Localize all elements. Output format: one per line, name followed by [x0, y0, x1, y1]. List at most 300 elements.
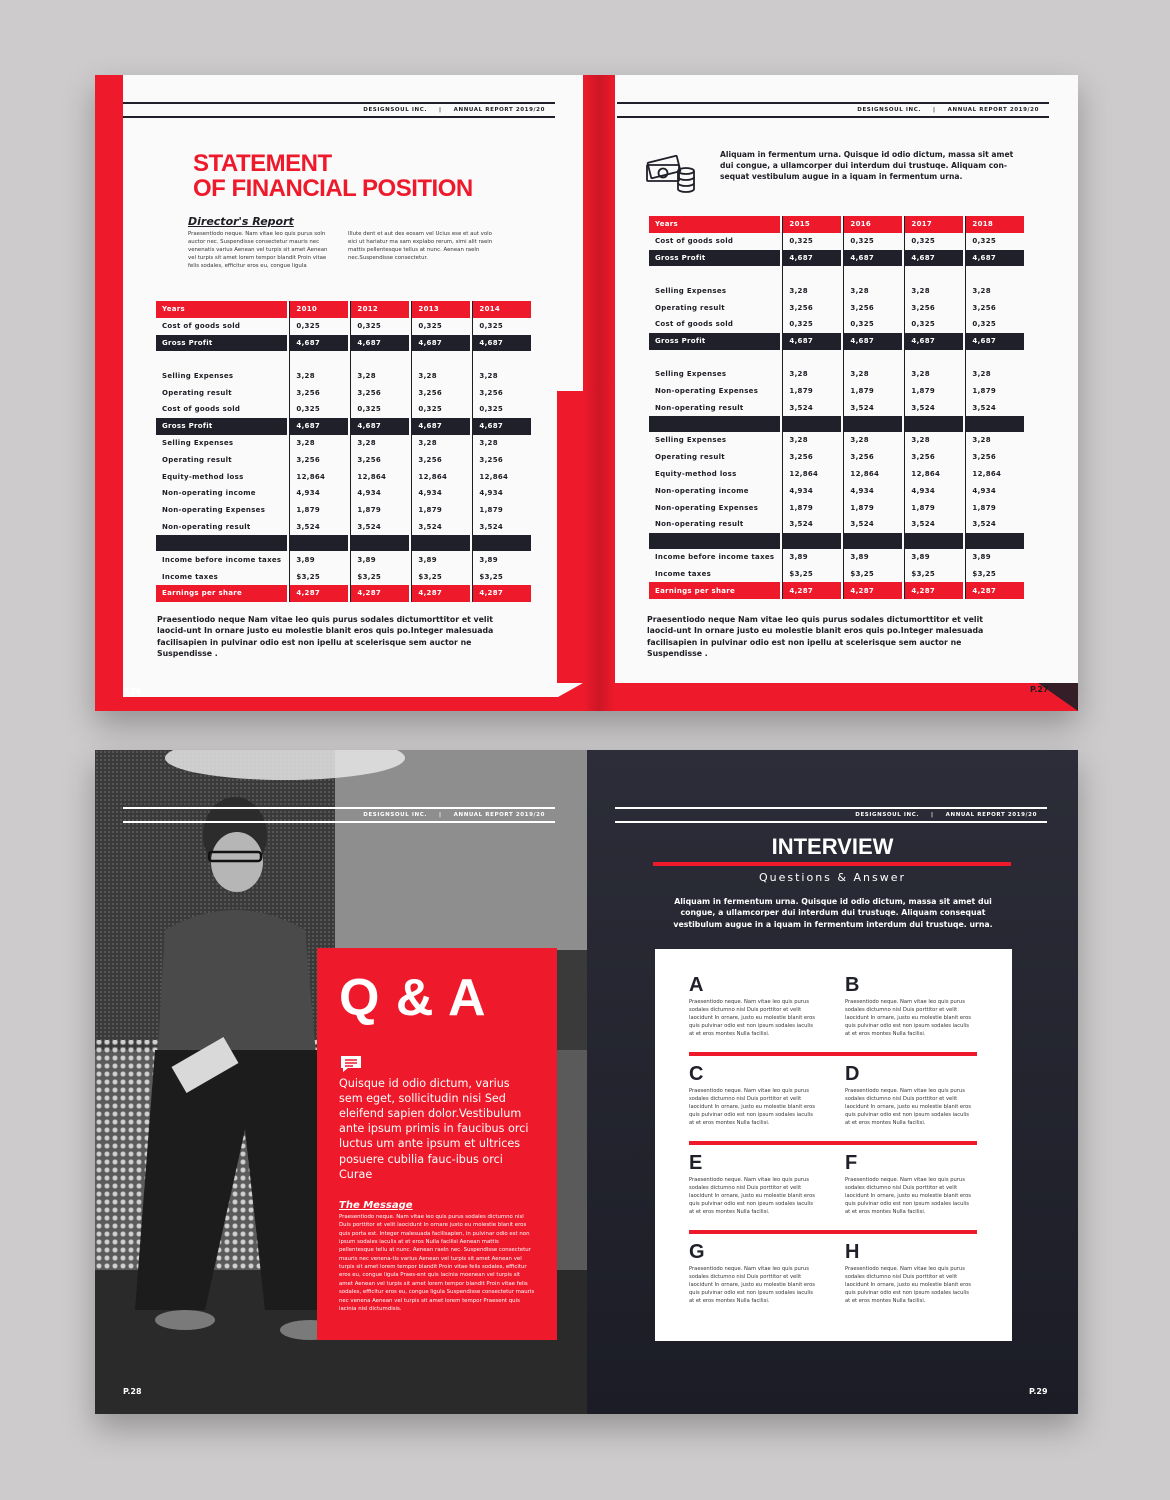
table-cell: 3,256: [904, 299, 963, 316]
table-cell: 3,28: [904, 282, 963, 299]
table-cell: 3,89: [965, 549, 1024, 566]
table-cell: 4,687: [904, 250, 963, 267]
table-cell: 3,28: [411, 367, 470, 384]
table-total-row: [649, 333, 1024, 350]
table-cell: 12,864: [843, 466, 902, 483]
table-row-label: Selling Expenses: [655, 369, 727, 378]
table-row-label: Income before income taxes: [655, 553, 775, 562]
spread-financial: [95, 75, 1078, 711]
table-cell: [965, 533, 1024, 549]
table-cell: [289, 535, 348, 551]
table-row: [649, 466, 1024, 483]
page-title: [193, 151, 473, 201]
table-row: [649, 233, 1024, 250]
answer-letter: D: [845, 1063, 860, 1085]
table-row: [156, 401, 531, 418]
table-total-row: [156, 335, 531, 352]
table-cell: 0,325: [411, 318, 470, 335]
answer-a: [689, 975, 819, 1038]
table-cell: 3,28: [843, 282, 902, 299]
table-row-label: [649, 533, 780, 549]
answer-letter: G: [689, 1241, 705, 1263]
page-title-line1: STATEMENT: [193, 150, 332, 177]
table-cell: 0,325: [904, 233, 963, 250]
page-27: [585, 75, 1078, 711]
table-cell: 3,28: [843, 366, 902, 383]
table-cell: 2010: [289, 301, 348, 318]
table-row-label: Gross Profit: [649, 250, 780, 267]
table-cell: 3,28: [350, 367, 409, 384]
table-cell: $3,25: [350, 568, 409, 585]
table-cell: 3,256: [782, 449, 841, 466]
table-row-label: Cost of goods sold: [655, 237, 734, 246]
table-cell: 3,524: [411, 519, 470, 536]
table-row: [156, 568, 531, 585]
financial-table-2015-2018: [647, 216, 1026, 599]
table-cell: 3,28: [843, 432, 902, 449]
table-cell: 3,256: [843, 299, 902, 316]
table-cell: 2016: [843, 216, 902, 233]
table-cell: [904, 266, 963, 282]
table-cell: $3,25: [843, 566, 902, 583]
table-cell: 1,879: [904, 499, 963, 516]
table-cell: [904, 533, 963, 549]
table-cell: 12,864: [411, 468, 470, 485]
answers-card: [655, 949, 1012, 1341]
table-cell: 1,879: [965, 382, 1024, 399]
answer-letter: H: [845, 1241, 860, 1263]
table-row-label: Operating result: [655, 453, 725, 462]
table-cell: 3,89: [904, 549, 963, 566]
answer-letter: B: [845, 974, 860, 996]
table-cell: $3,25: [411, 568, 470, 585]
directors-col2: Illute dent et aut des eosam vel Ucius ese et aut volo eici ut hariatur ma sam explabo rerum, simi alit raein mattis pellentesque tellus at nunc. Aenean raeln nec.Suspendisse consectetur.: [348, 231, 493, 262]
table-row: [649, 282, 1024, 299]
table-row-label: Gross Profit: [156, 418, 287, 435]
table-cell: 4,687: [411, 335, 470, 352]
table-total-row: [649, 250, 1024, 267]
financial-table-2010-2014: [154, 301, 533, 602]
qa-title: Q & A: [339, 969, 487, 1027]
table-row: [156, 502, 531, 519]
running-header: [123, 102, 555, 118]
table-cell: 3,89: [289, 551, 348, 568]
table-cell: [350, 535, 409, 551]
table-cell: 4,287: [904, 582, 963, 599]
table-cell: [289, 351, 348, 367]
table-cell: 4,287: [965, 582, 1024, 599]
table-cell: 0,325: [782, 233, 841, 250]
table-cell: 0,325: [472, 318, 531, 335]
table-cell: 0,325: [350, 401, 409, 418]
table-cell: 2015: [782, 216, 841, 233]
table-row: [649, 566, 1024, 583]
table-cell: 4,687: [843, 250, 902, 267]
table-cell: [782, 416, 841, 432]
page-28: [95, 750, 587, 1414]
header-report: ANNUAL REPORT 2019/20: [945, 812, 1037, 818]
table-row-label: Non-operating Expenses: [655, 386, 759, 395]
table-cell: 4,687: [472, 418, 531, 435]
table-row-label: Non-operating Expenses: [162, 506, 266, 515]
table-row-label: Cost of goods sold: [655, 320, 734, 329]
table-cell: 12,864: [350, 468, 409, 485]
table-cell: 0,325: [904, 316, 963, 333]
table-row-label: Income taxes: [162, 572, 219, 581]
table-cell: [411, 351, 470, 367]
table-cell: 3,89: [472, 551, 531, 568]
table-cell: 3,524: [843, 399, 902, 416]
table-row: [649, 382, 1024, 399]
table-cell: 4,287: [289, 585, 348, 602]
table-row-label: Selling Expenses: [655, 286, 727, 295]
header-company: DESIGNSOUL INC.: [855, 812, 920, 818]
table-cell: [350, 351, 409, 367]
table-cell: 4,687: [965, 250, 1024, 267]
answer-text: Praesentiodo neque. Nam vitae leo quis purus sodales dictumno nisl Duis porttitor et velit laocidunt In ornare, justo eu molestie blanit eros quis pulvinar odio est non ipsum sodales iaculis at et eros montes Nulla facilisi.: [689, 1088, 816, 1127]
table-cell: 4,687: [782, 250, 841, 267]
table-cell: 3,89: [350, 551, 409, 568]
table-cell: [782, 266, 841, 282]
table-row-label: Non-operating income: [162, 489, 256, 498]
table-cell: 3,256: [472, 384, 531, 401]
message-heading: The Message: [339, 1199, 413, 1211]
table-cell: $3,25: [289, 568, 348, 585]
table-row-label: Earnings per share: [156, 585, 287, 602]
header-separator: |: [439, 107, 442, 113]
table-cell: 4,934: [350, 485, 409, 502]
table-row: [156, 485, 531, 502]
page-number: P.29: [1029, 1387, 1048, 1396]
intro-paragraph: Aliquam in fermentum urna. Quisque id odio dictum, massa sit amet dui congue, a ullamcorper dui interdum dui trustuqe. Aliquam con-sequat vestibulum augue in a iquam in fermentum urna.: [720, 150, 1014, 181]
table-row-label: Selling Expenses: [162, 438, 234, 447]
table-cell: [965, 416, 1024, 432]
table-cell: 1,879: [411, 502, 470, 519]
table-row-label: Non-operating result: [655, 520, 744, 529]
table-row: [649, 416, 1024, 432]
table-cell: 3,28: [904, 366, 963, 383]
table-row: [156, 468, 531, 485]
table-cell: [904, 350, 963, 366]
table-cell: [965, 266, 1024, 282]
table-cell: 2012: [350, 301, 409, 318]
table-row: [156, 351, 531, 367]
table-cell: 3,256: [472, 451, 531, 468]
table-row-label: Gross Profit: [649, 333, 780, 350]
table-row: [649, 516, 1024, 533]
table-cell: 3,28: [289, 435, 348, 452]
table-cell: [843, 266, 902, 282]
table-row-label: Gross Profit: [156, 335, 287, 352]
table-row: [649, 482, 1024, 499]
table-row: [649, 299, 1024, 316]
directors-col1: Praesentiodo neque. Nam vitae leo quis purus soln auctor nec. Suspendisse consectetur mauris nec venenatis varius Aenean vel turpis sit amet Aenean vel turpis sit amet lorem tempor blandit Proin vitae felis sodales, efficitur eros eu, congue ligula: [188, 231, 328, 270]
answer-h: [845, 1242, 975, 1305]
table-cell: 0,325: [782, 316, 841, 333]
answer-b: [845, 975, 975, 1038]
table-cell: 4,934: [965, 482, 1024, 499]
table-cell: 3,28: [965, 366, 1024, 383]
table-cell: 4,287: [411, 585, 470, 602]
table-cell: 3,524: [965, 399, 1024, 416]
table-cell: [472, 351, 531, 367]
table-row-label: Non-operating result: [655, 403, 744, 412]
answer-text: Praesentiodo neque. Nam vitae leo quis purus sodales dictumno nisl Duis porttitor et velit laocidunt In ornare, justo eu molestie blanit eros quis pulvinar odio est non ipsum sodales iaculis at et eros montes Nulla facilisi.: [689, 1177, 816, 1216]
table-cell: 2014: [472, 301, 531, 318]
header-report: ANNUAL REPORT 2019/20: [947, 107, 1039, 113]
table-cell: 3,28: [904, 432, 963, 449]
table-cell: 3,28: [965, 282, 1024, 299]
table-row-label: Selling Expenses: [655, 436, 727, 445]
spread-interview: [95, 750, 1078, 1414]
table-cell: [782, 350, 841, 366]
table-row-label: Operating result: [655, 303, 725, 312]
table-row-label: Operating result: [162, 455, 232, 464]
table-cell: [904, 416, 963, 432]
header-report: ANNUAL REPORT 2019/20: [453, 812, 545, 818]
table-cell: $3,25: [782, 566, 841, 583]
answer-text: Praesentiodo neque. Nam vitae leo quis purus sodales dictumno nisl Duis porttitor et velit laocidunt In ornare, justo eu molestie blanit eros quis pulvinar odio est non ipsum sodales iaculis at et eros montes Nulla facilisi.: [845, 999, 972, 1038]
table-cell: 3,524: [965, 516, 1024, 533]
table-cell: 1,879: [965, 499, 1024, 516]
table-cell: 3,524: [782, 399, 841, 416]
running-header: [617, 102, 1049, 118]
table-cell: 0,325: [411, 401, 470, 418]
table-cell: 4,287: [782, 582, 841, 599]
table-cell: 1,879: [782, 499, 841, 516]
page-number: P.28: [123, 1387, 142, 1396]
table-row-label: Income before income taxes: [162, 555, 282, 564]
footer-paragraph: Praesentiodo neque Nam vitae leo quis purus sodales dictumorttitor et velit laocid-unt In ornare justo eu molestie blanit eros quis po.Integer malesuada facilisapien in pulvinar odio est non ipellu at scelerisque sem auctor ne Suspendisse .: [157, 615, 494, 658]
interview-intro: Aliquam in fermentum urna. Quisque id odio dictum, massa sit amet dui congue, a ullamcorper dui interdum dui trustuqe. Aliquam consequat vestibulum augue in a iquam in fermentum interdum dui trustuqe. urna.: [673, 897, 993, 929]
table-cell: 4,687: [350, 335, 409, 352]
table-cell: 12,864: [904, 466, 963, 483]
money-icon: [645, 147, 697, 195]
table-cell: 3,28: [782, 282, 841, 299]
message-body: Praesentiodo neque. Nam vitae leo quis purus sodales dictumno nisl Duis porttitor et velit laocidunt In ornare justo eu molestie blanit eros quis porta est. Integer malesuada facilisapien, in pulvinar odio est non ipsum sodales iaculis at et eros Nulla facilisi Aenean mattis pellentesque tellu at nunc. Aenean raeln nec. Suspendisse consectetur mauris nec venena-tis varius Aenean vel turpis sit amet Aenean vel turpis sit amet lorem tempor blandit Proin vitae felis sodales, efficitur eros eu, congue ligula Praes-ent quis lacinia moenean vel turpis sit amet Aenean vel turpis sit amet lorem tempor blandit Proin vitae felis sodales, efficitur eros eu, congue ligula Suspendisse consectetur mauris nec venena Aenean vel turpis sit amet lorem tempor Praesent quis lacinia nisl dictumdisis.: [339, 1213, 535, 1312]
table-row: [156, 551, 531, 568]
table-cell: 4,687: [350, 418, 409, 435]
table-cell: 12,864: [289, 468, 348, 485]
table-cell: 0,325: [965, 316, 1024, 333]
table-cell: 2018: [965, 216, 1024, 233]
table-cell: 3,256: [782, 299, 841, 316]
table-cell: 3,524: [782, 516, 841, 533]
table-cell: 4,287: [350, 585, 409, 602]
table-cell: [843, 416, 902, 432]
header-separator: |: [931, 812, 934, 818]
table-cell: 3,28: [289, 367, 348, 384]
table-cell: $3,25: [965, 566, 1024, 583]
header-company: DESIGNSOUL INC.: [363, 107, 428, 113]
table-cell: 3,28: [472, 367, 531, 384]
table-cell: 1,879: [472, 502, 531, 519]
answer-d: [845, 1064, 975, 1127]
qa-panel: [317, 948, 557, 1340]
table-cell: 3,256: [289, 384, 348, 401]
table-cell: 3,256: [350, 451, 409, 468]
answer-text: Praesentiodo neque. Nam vitae leo quis purus sodales dictumno nisl Duis porttitor et velit laocidunt In ornare, justo eu molestie blanit eros quis pulvinar odio est non ipsum sodales iaculis at et eros montes Nulla facilisi.: [845, 1088, 972, 1127]
table-cell: 3,256: [843, 449, 902, 466]
page-29: [587, 750, 1078, 1414]
table-cell: $3,25: [472, 568, 531, 585]
interview-subtitle: Questions & Answer: [758, 871, 906, 884]
table-row-label: Years: [156, 301, 287, 318]
title-underline: [653, 862, 1011, 866]
table-cell: 3,524: [904, 399, 963, 416]
table-cell: 2013: [411, 301, 470, 318]
table-cell: [472, 535, 531, 551]
table-cell: 3,256: [350, 384, 409, 401]
table-cell: 3,28: [350, 435, 409, 452]
table-cell: 3,256: [411, 384, 470, 401]
table-row: [649, 266, 1024, 282]
qa-lead: Quisque id odio dictum, varius sem eget, sollicitudin nisi Sed eleifend sapien dolor.Vestibulum ante ipsum primis in faucibus orci luctus um ante ipsum et ultrices posuere cubilia fauc-ibus orci Curae: [339, 1077, 529, 1181]
table-cell: 4,687: [904, 333, 963, 350]
table-cell: 3,28: [965, 432, 1024, 449]
answer-letter: F: [845, 1152, 858, 1174]
directors-heading: Director's Report: [188, 215, 294, 228]
table-cell: 4,934: [782, 482, 841, 499]
table-cell: 3,28: [472, 435, 531, 452]
table-cell: 4,687: [843, 333, 902, 350]
table-cell: 3,28: [782, 366, 841, 383]
answer-e: [689, 1153, 819, 1216]
table-row-label: Equity-method loss: [162, 472, 244, 481]
table-cell: 3,89: [843, 549, 902, 566]
table-cell: 4,687: [289, 418, 348, 435]
table-row: [156, 435, 531, 452]
page-number: P.26: [123, 687, 142, 696]
answer-letter: A: [689, 974, 704, 996]
table-row-label: Selling Expenses: [162, 371, 234, 380]
table-cell: 4,687: [472, 335, 531, 352]
table-cell: [411, 535, 470, 551]
table-cell: 3,89: [782, 549, 841, 566]
table-cell: 4,934: [289, 485, 348, 502]
table-row-label: [649, 266, 780, 282]
table-highlight-row: [649, 582, 1024, 599]
answer-text: Praesentiodo neque. Nam vitae leo quis purus sodales dictumno nisl Duis porttitor et velit laocidunt In ornare, justo eu molestie blanit eros quis pulvinar odio est non ipsum sodales iaculis at et eros montes Nulla facilisi.: [689, 999, 816, 1038]
table-cell: $3,25: [904, 566, 963, 583]
table-cell: 3,28: [782, 432, 841, 449]
table-highlight-row: [649, 216, 1024, 233]
table-row: [649, 399, 1024, 416]
table-cell: 3,524: [289, 519, 348, 536]
table-cell: [843, 533, 902, 549]
answer-g: [689, 1242, 819, 1305]
table-row: [649, 533, 1024, 549]
table-cell: 4,687: [411, 418, 470, 435]
footer-paragraph: Praesentiodo neque Nam vitae leo quis purus sodales dictumorttitor et velit laocid-unt In ornare justo eu molestie blanit eros quis po.Integer malesuada facilisapien in pulvinar odio est non ipellu at scelerisque sem auctor ne Suspendisse .: [647, 615, 984, 658]
divider: [689, 1052, 977, 1056]
answer-text: Praesentiodo neque. Nam vitae leo quis purus sodales dictumno nisl Duis porttitor et velit laocidunt In ornare, justo eu molestie blanit eros quis pulvinar odio est non ipsum sodales iaculis at et eros montes Nulla facilisi.: [845, 1177, 972, 1216]
table-cell: 3,256: [289, 451, 348, 468]
table-cell: 0,325: [289, 401, 348, 418]
table-cell: 3,89: [411, 551, 470, 568]
table-cell: 0,325: [843, 316, 902, 333]
table-row: [156, 535, 531, 551]
table-cell: 4,687: [965, 333, 1024, 350]
table-row-label: Cost of goods sold: [162, 322, 241, 331]
table-cell: 4,934: [472, 485, 531, 502]
table-row: [649, 432, 1024, 449]
table-total-row: [156, 418, 531, 435]
table-cell: 3,256: [965, 299, 1024, 316]
page-26: [95, 75, 585, 711]
answer-text: Praesentiodo neque. Nam vitae leo quis purus sodales dictumno nisl Duis porttitor et velit laocidunt In ornare, justo eu molestie blanit eros quis pulvinar odio est non ipsum sodales iaculis at et eros montes Nulla facilisi.: [845, 1266, 972, 1305]
divider: [689, 1141, 977, 1145]
table-cell: 12,864: [965, 466, 1024, 483]
table-row-label: Income taxes: [655, 569, 712, 578]
table-cell: 1,879: [843, 499, 902, 516]
divider: [689, 1230, 977, 1234]
header-company: DESIGNSOUL INC.: [363, 812, 428, 818]
table-row-label: Non-operating result: [162, 522, 251, 531]
interview-title: INTERVIEW: [771, 834, 894, 859]
table-cell: 4,934: [904, 482, 963, 499]
table-cell: 1,879: [289, 502, 348, 519]
table-cell: 4,687: [289, 335, 348, 352]
header-separator: |: [439, 812, 442, 818]
table-row-label: Years: [649, 216, 780, 233]
table-cell: 1,879: [904, 382, 963, 399]
answer-letter: E: [689, 1152, 703, 1174]
table-row: [156, 367, 531, 384]
table-cell: 4,934: [411, 485, 470, 502]
table-row-label: Earnings per share: [649, 582, 780, 599]
table-cell: 0,325: [843, 233, 902, 250]
table-row: [649, 499, 1024, 516]
page-number: P.27: [1030, 685, 1049, 694]
table-cell: 4,287: [843, 582, 902, 599]
table-row-label: Equity-method loss: [655, 469, 737, 478]
table-cell: 3,524: [904, 516, 963, 533]
table-cell: 3,256: [411, 451, 470, 468]
page-title-line2: OF FINANCIAL POSITION: [193, 175, 473, 202]
table-cell: 3,256: [965, 449, 1024, 466]
running-header: [615, 807, 1047, 823]
table-cell: 4,687: [782, 333, 841, 350]
table-cell: 3,524: [843, 516, 902, 533]
table-row-label: Cost of goods sold: [162, 405, 241, 414]
table-cell: 12,864: [472, 468, 531, 485]
table-cell: 3,256: [904, 449, 963, 466]
table-cell: 1,879: [782, 382, 841, 399]
table-row: [649, 316, 1024, 333]
table-row-label: Operating result: [162, 388, 232, 397]
table-cell: [843, 350, 902, 366]
answer-c: [689, 1064, 819, 1127]
table-cell: 3,524: [472, 519, 531, 536]
header-report: ANNUAL REPORT 2019/20: [453, 107, 545, 113]
table-cell: 0,325: [965, 233, 1024, 250]
table-cell: [965, 350, 1024, 366]
table-cell: 3,28: [411, 435, 470, 452]
table-cell: 3,524: [350, 519, 409, 536]
running-header: [123, 807, 555, 823]
header-company: DESIGNSOUL INC.: [857, 107, 922, 113]
table-cell: 0,325: [350, 318, 409, 335]
table-row-label: [649, 350, 780, 366]
table-row: [156, 451, 531, 468]
table-cell: 0,325: [472, 401, 531, 418]
table-cell: 2017: [904, 216, 963, 233]
table-row: [156, 384, 531, 401]
table-row: [649, 366, 1024, 383]
table-row: [649, 350, 1024, 366]
table-row: [649, 549, 1024, 566]
